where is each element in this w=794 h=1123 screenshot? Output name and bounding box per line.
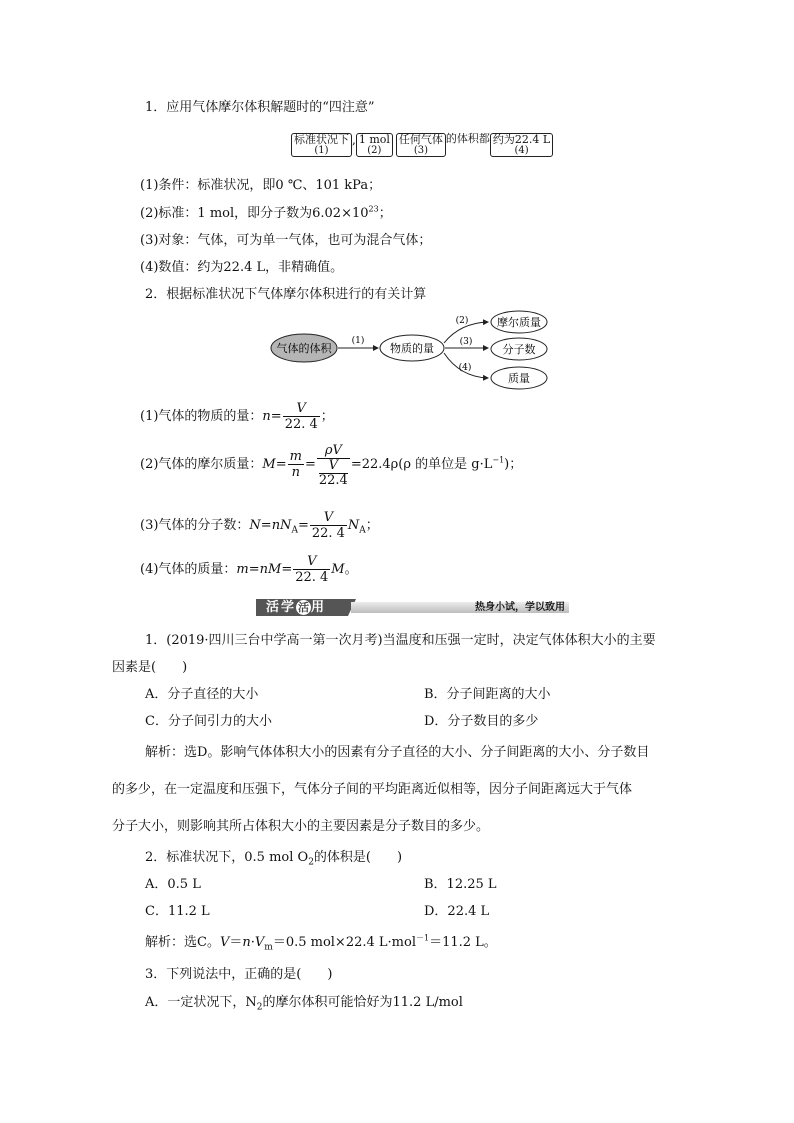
banner-subtitle: 热身小试，学以致用: [475, 602, 565, 613]
banner-title: 活学 活 用: [266, 600, 327, 615]
note-3: (3)对象：气体，可为单一气体，也可为混合气体；: [140, 233, 432, 248]
note-2: (2)标准：1 mol，即分子数为$6.02\times 10^{23}$；: [140, 204, 392, 221]
calc-flow-diagram: [260, 305, 560, 395]
formula-1: (1)气体的物质的量：n= $\frac{V}{22. 4}$ ；: [140, 401, 334, 432]
q1-analysis-line2: 的多少，在一定温度和压强下，气体分子间的平均距离近似相等，因分子间距离远大于气体: [112, 782, 633, 797]
box-any-gas: 任何气体 (3): [396, 133, 446, 157]
q1-analysis-line1: 解析：选D。影响气体体积大小的因素有分子直径的大小、分子间距离的大小、分子数目: [145, 745, 650, 760]
box-1mol: 1 mol (2): [356, 133, 393, 157]
diagram-mid-text: 的体积都: [445, 132, 490, 145]
note-1: (1)条件：标准状况，即0 ℃、101 kPa；: [140, 178, 382, 193]
q1-option-c: C．分子间引力的大小: [145, 714, 272, 729]
node-mass-label: 质量: [508, 372, 530, 385]
note-4: (4)数值：约为22.4 L，非精确值。: [140, 260, 344, 275]
q3-stem: 3．下列说法中，正确的是( ): [145, 967, 333, 982]
q1-analysis-line3: 分子大小，则影响其所占体积大小的主要因素是分子数目的多少。: [112, 819, 490, 834]
q2-analysis: 解析：选C。$V=n\cdot V_m=0.5$ mol×22.4 L·mol$^{-1}$＝11.2 L。: [145, 933, 497, 953]
node-molecules-label: 分子数: [502, 343, 536, 356]
banner-huo-circle: 活: [298, 601, 310, 614]
q2-option-c: C．11.2 L: [145, 904, 210, 919]
practice-banner: [256, 599, 569, 616]
node-molar-mass-label: 摩尔质量: [497, 316, 541, 329]
q1-option-a: A．分子直径的大小: [145, 687, 259, 702]
section1-title: 1．应用气体摩尔体积解题时的“四注意”: [145, 100, 375, 115]
arrow-2-label: (2): [455, 316, 469, 326]
formula-2: (2)气体的摩尔质量：M= $\frac{m}{n}$ = ρV V 22.4 =22.4ρ(ρ 的单位是 $g\cdot L^{-1}$)；: [140, 443, 523, 488]
q2-option-a: A．0.5 L: [145, 877, 201, 892]
q1-option-d: D．分子数目的多少: [424, 714, 539, 729]
q1-stem-line2: 因素是( ): [112, 660, 188, 675]
q2-option-b: B．12.25 L: [424, 877, 497, 892]
q1-option-b: B．分子间距离的大小: [424, 687, 551, 702]
formula-4: (4)气体的质量：m=nM= $\frac{V}{22. 4}$ M。: [140, 554, 358, 585]
box-about-22-4L: 约为22.4 L (4): [490, 133, 553, 157]
arrow-1-label: (1): [351, 336, 365, 346]
q2-stem: 2．标准状况下，0.5 mol $O_2$的体积是( ): [145, 850, 403, 868]
arrow-4-label: (4): [458, 363, 472, 373]
sep-comma: ,: [352, 133, 356, 147]
q2-option-d: D．22.4 L: [424, 904, 490, 919]
node-gas-volume-label: 气体的体积: [276, 342, 332, 355]
arrow-3-label: (3): [459, 337, 473, 347]
node-amount-label: 物质的量: [390, 342, 434, 355]
q1-stem-line1: 1．(2019·四川三台中学高一第一次月考)当温度和压强一定时，决定气体体积大小的主要: [145, 633, 656, 648]
four-notes-diagram: [291, 133, 553, 157]
box-standard-conditions: 标准状况下 (1): [291, 133, 352, 157]
formula-3: (3)气体的分子数：$N=nN_A=$ $\frac{V}{22. 4}$ $N_A$；: [140, 510, 379, 541]
section2-title: 2．根据标准状况下气体摩尔体积进行的有关计算: [145, 287, 427, 302]
q3-option-a: A．一定状况下，$N_2$的摩尔体积可能恰好为11.2 L/mol: [145, 995, 463, 1013]
